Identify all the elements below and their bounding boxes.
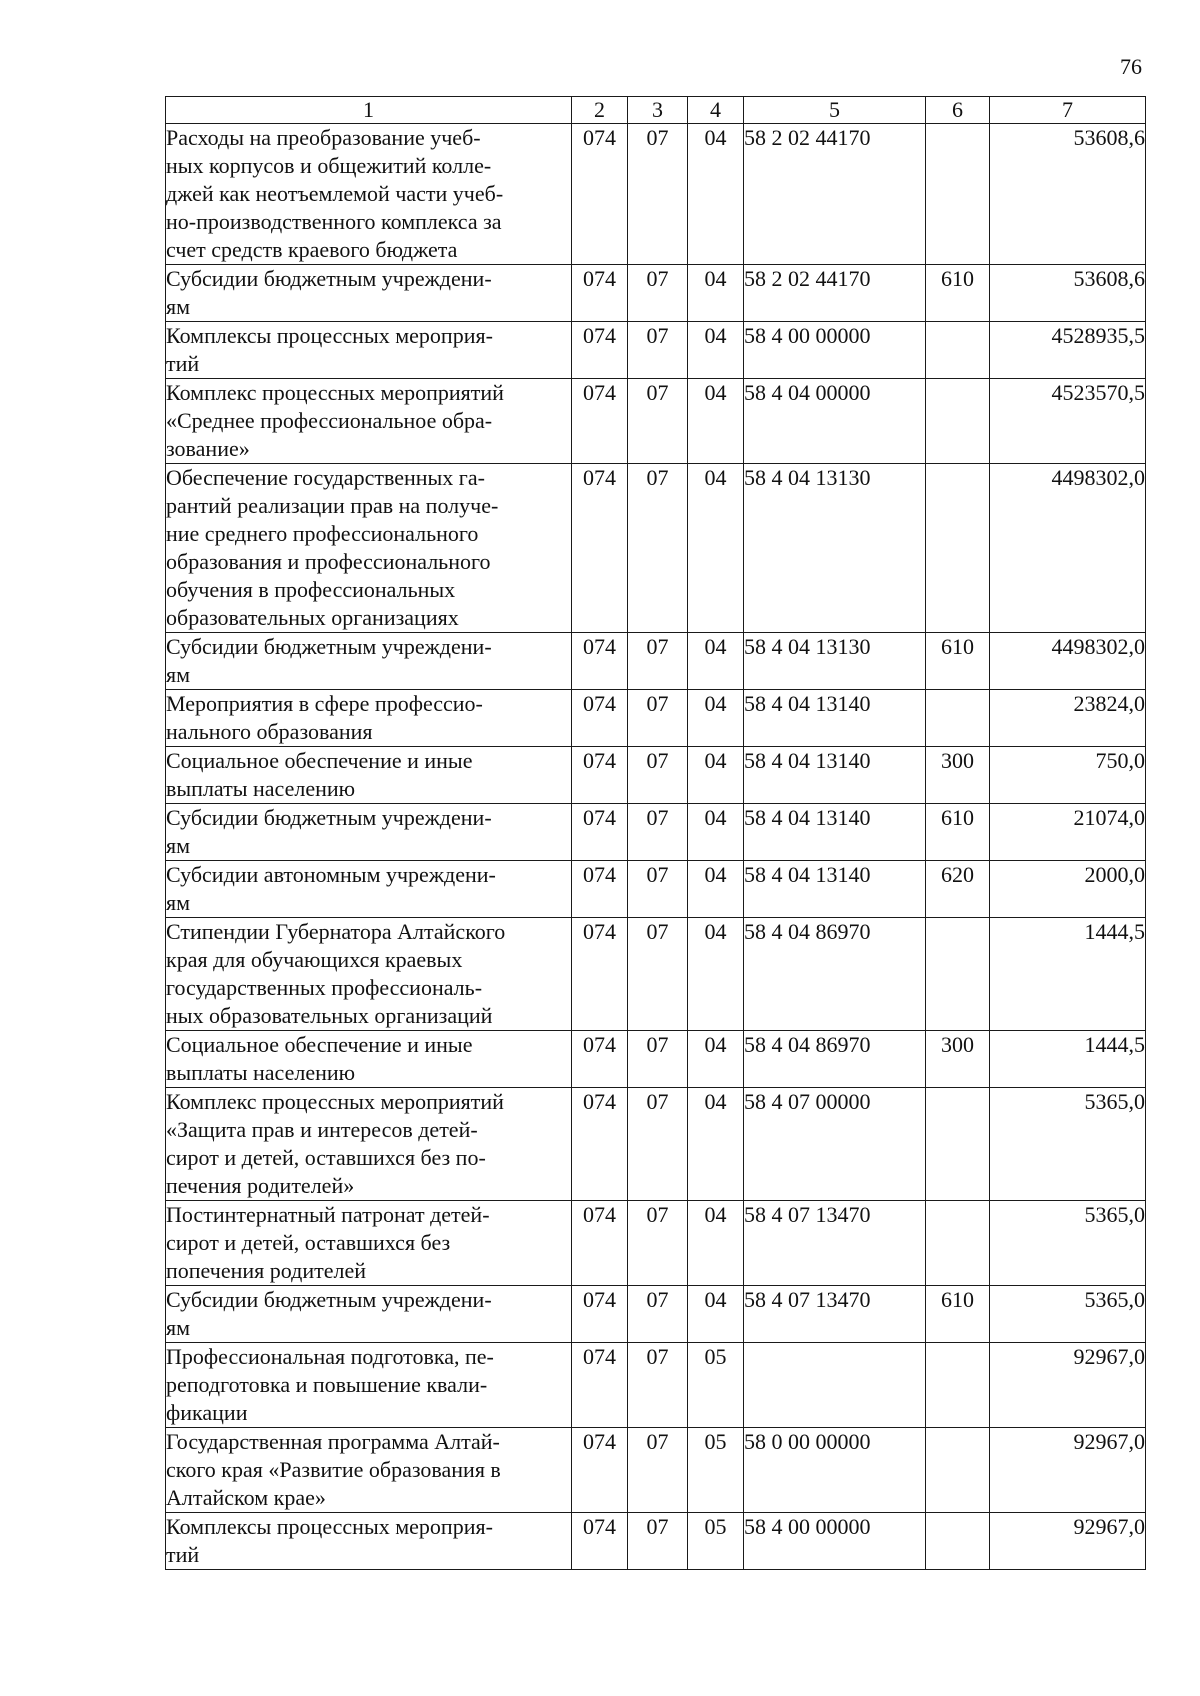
cell-expense-type: 610 xyxy=(926,633,990,690)
cell-ministry-code: 074 xyxy=(572,747,628,804)
column-header: 7 xyxy=(990,97,1146,124)
table-row xyxy=(166,1428,1146,1513)
cell-section: 07 xyxy=(628,1031,688,1088)
name-line: сирот и детей, оставшихся без по- xyxy=(166,1145,486,1170)
name-line: ям xyxy=(166,662,191,687)
name-line: Социальное обеспечение и иные xyxy=(166,748,473,773)
cell-expense-type xyxy=(926,918,990,1031)
name-line: края для обучающихся краевых xyxy=(166,947,463,972)
cell-ministry-code: 074 xyxy=(572,804,628,861)
cell-section: 07 xyxy=(628,322,688,379)
cell-section: 07 xyxy=(628,1201,688,1286)
cell-target-article: 58 4 00 00000 xyxy=(744,322,926,379)
name-line: но-производственного комплекса за xyxy=(166,209,502,234)
cell-target-article: 58 4 04 86970 xyxy=(744,1031,926,1088)
table-row xyxy=(166,1088,1146,1201)
cell-section: 07 xyxy=(628,633,688,690)
table-row xyxy=(166,747,1146,804)
cell-expense-type: 620 xyxy=(926,861,990,918)
cell-ministry-code: 074 xyxy=(572,124,628,265)
cell-target-article: 58 4 07 00000 xyxy=(744,1088,926,1201)
cell-target-article: 58 4 04 13140 xyxy=(744,804,926,861)
name-line: ных образовательных организаций xyxy=(166,1003,493,1028)
cell-ministry-code: 074 xyxy=(572,1428,628,1513)
column-header: 4 xyxy=(688,97,744,124)
name-line: Расходы на преобразование учеб- xyxy=(166,125,481,150)
table-row xyxy=(166,1201,1146,1286)
name-line: Субсидии бюджетным учреждени- xyxy=(166,805,492,830)
cell-target-article: 58 4 00 00000 xyxy=(744,1513,926,1570)
cell-ministry-code: 074 xyxy=(572,861,628,918)
name-line: ям xyxy=(166,833,191,858)
name-line: рантий реализации прав на получе- xyxy=(166,493,499,518)
cell-amount: 92967,0 xyxy=(990,1343,1146,1428)
cell-section: 07 xyxy=(628,1088,688,1201)
cell-amount: 21074,0 xyxy=(990,804,1146,861)
table-row xyxy=(166,464,1146,633)
cell-expense-type xyxy=(926,124,990,265)
cell-subsection: 04 xyxy=(688,861,744,918)
cell-amount: 92967,0 xyxy=(990,1513,1146,1570)
name-line: счет средств краевого бюджета xyxy=(166,237,458,262)
cell-section: 07 xyxy=(628,861,688,918)
name-line: Обеспечение государственных га- xyxy=(166,465,485,490)
table-row xyxy=(166,690,1146,747)
name-line: ние среднего профессионального xyxy=(166,521,479,546)
cell-subsection: 04 xyxy=(688,918,744,1031)
table-row xyxy=(166,918,1146,1031)
cell-amount: 53608,6 xyxy=(990,124,1146,265)
cell-ministry-code: 074 xyxy=(572,1031,628,1088)
cell-section: 07 xyxy=(628,1286,688,1343)
cell-subsection: 04 xyxy=(688,1031,744,1088)
name-line: зование» xyxy=(166,436,250,461)
cell-target-article: 58 2 02 44170 xyxy=(744,265,926,322)
name-line: Стипендии Губернатора Алтайского xyxy=(166,919,506,944)
cell-amount: 1444,5 xyxy=(990,1031,1146,1088)
name-line: государственных профессиональ- xyxy=(166,975,483,1000)
cell-subsection: 04 xyxy=(688,690,744,747)
cell-section: 07 xyxy=(628,804,688,861)
table-row xyxy=(166,804,1146,861)
cell-ministry-code: 074 xyxy=(572,1286,628,1343)
name-line: ных корпусов и общежитий колле- xyxy=(166,153,492,178)
cell-amount: 5365,0 xyxy=(990,1201,1146,1286)
cell-target-article: 58 4 07 13470 xyxy=(744,1286,926,1343)
cell-amount: 23824,0 xyxy=(990,690,1146,747)
cell-name xyxy=(166,690,572,747)
cell-expense-type xyxy=(926,1513,990,1570)
table-row xyxy=(166,265,1146,322)
cell-expense-type xyxy=(926,322,990,379)
name-line: Субсидии бюджетным учреждени- xyxy=(166,634,492,659)
name-line: ям xyxy=(166,294,191,319)
table-row xyxy=(166,1286,1146,1343)
cell-section: 07 xyxy=(628,1513,688,1570)
cell-amount: 4498302,0 xyxy=(990,464,1146,633)
cell-name xyxy=(166,464,572,633)
cell-section: 07 xyxy=(628,379,688,464)
cell-name xyxy=(166,379,572,464)
table-row xyxy=(166,124,1146,265)
cell-section: 07 xyxy=(628,690,688,747)
name-line: образования и профессионального xyxy=(166,549,491,574)
cell-expense-type: 300 xyxy=(926,1031,990,1088)
cell-target-article: 58 0 00 00000 xyxy=(744,1428,926,1513)
header-row xyxy=(166,97,1146,124)
cell-target-article: 58 2 02 44170 xyxy=(744,124,926,265)
cell-expense-type: 300 xyxy=(926,747,990,804)
name-line: сирот и детей, оставшихся без xyxy=(166,1230,451,1255)
name-line: Комплексы процессных мероприя- xyxy=(166,1514,493,1539)
budget-table xyxy=(165,96,1146,1570)
table-row xyxy=(166,1031,1146,1088)
cell-expense-type xyxy=(926,1201,990,1286)
cell-target-article: 58 4 04 86970 xyxy=(744,918,926,1031)
table-row xyxy=(166,633,1146,690)
cell-subsection: 04 xyxy=(688,124,744,265)
cell-section: 07 xyxy=(628,265,688,322)
column-header: 6 xyxy=(926,97,990,124)
cell-ministry-code: 074 xyxy=(572,322,628,379)
cell-subsection: 04 xyxy=(688,1286,744,1343)
column-header: 3 xyxy=(628,97,688,124)
cell-expense-type xyxy=(926,464,990,633)
name-line: нального образования xyxy=(166,719,373,744)
cell-subsection: 04 xyxy=(688,1201,744,1286)
name-line: Профессиональная подготовка, пе- xyxy=(166,1344,494,1369)
cell-amount: 5365,0 xyxy=(990,1088,1146,1201)
cell-expense-type: 610 xyxy=(926,265,990,322)
cell-name xyxy=(166,1201,572,1286)
cell-expense-type xyxy=(926,379,990,464)
cell-name xyxy=(166,747,572,804)
cell-name xyxy=(166,1088,572,1201)
cell-name xyxy=(166,918,572,1031)
cell-section: 07 xyxy=(628,1343,688,1428)
cell-ministry-code: 074 xyxy=(572,918,628,1031)
cell-target-article: 58 4 04 13130 xyxy=(744,633,926,690)
cell-target-article: 58 4 04 13140 xyxy=(744,747,926,804)
name-line: фикации xyxy=(166,1400,248,1425)
cell-target-article xyxy=(744,1343,926,1428)
cell-target-article: 58 4 04 13130 xyxy=(744,464,926,633)
cell-section: 07 xyxy=(628,464,688,633)
cell-name xyxy=(166,124,572,265)
cell-amount: 4498302,0 xyxy=(990,633,1146,690)
name-line: обучения в профессиональных xyxy=(166,577,456,602)
table-row xyxy=(166,322,1146,379)
cell-name xyxy=(166,265,572,322)
cell-subsection: 04 xyxy=(688,379,744,464)
cell-expense-type xyxy=(926,690,990,747)
cell-name xyxy=(166,322,572,379)
cell-amount: 4528935,5 xyxy=(990,322,1146,379)
name-line: Субсидии бюджетным учреждени- xyxy=(166,266,492,291)
cell-subsection: 05 xyxy=(688,1513,744,1570)
name-line: выплаты населению xyxy=(166,776,356,801)
name-line: ям xyxy=(166,890,191,915)
cell-expense-type xyxy=(926,1088,990,1201)
cell-expense-type xyxy=(926,1343,990,1428)
cell-name xyxy=(166,1513,572,1570)
cell-name xyxy=(166,1428,572,1513)
cell-ministry-code: 074 xyxy=(572,1088,628,1201)
name-line: Комплекс процессных мероприятий xyxy=(166,1089,504,1114)
cell-target-article: 58 4 04 13140 xyxy=(744,690,926,747)
name-line: Постинтернатный патронат детей- xyxy=(166,1202,490,1227)
table-row xyxy=(166,861,1146,918)
cell-section: 07 xyxy=(628,1428,688,1513)
cell-ministry-code: 074 xyxy=(572,1343,628,1428)
name-line: Социальное обеспечение и иные xyxy=(166,1032,473,1057)
cell-ministry-code: 074 xyxy=(572,633,628,690)
name-line: Субсидии бюджетным учреждени- xyxy=(166,1287,492,1312)
cell-ministry-code: 074 xyxy=(572,464,628,633)
name-line: Мероприятия в сфере профессио- xyxy=(166,691,483,716)
name-line: тий xyxy=(166,1542,200,1567)
name-line: попечения родителей xyxy=(166,1258,366,1283)
cell-subsection: 05 xyxy=(688,1428,744,1513)
table-row xyxy=(166,1513,1146,1570)
cell-section: 07 xyxy=(628,747,688,804)
cell-name xyxy=(166,633,572,690)
cell-expense-type: 610 xyxy=(926,1286,990,1343)
cell-ministry-code: 074 xyxy=(572,1201,628,1286)
name-line: тий xyxy=(166,351,200,376)
cell-ministry-code: 074 xyxy=(572,1513,628,1570)
cell-amount: 4523570,5 xyxy=(990,379,1146,464)
cell-subsection: 04 xyxy=(688,747,744,804)
cell-target-article: 58 4 04 00000 xyxy=(744,379,926,464)
name-line: Государственная программа Алтай- xyxy=(166,1429,500,1454)
cell-name xyxy=(166,861,572,918)
cell-expense-type: 610 xyxy=(926,804,990,861)
name-line: печения родителей» xyxy=(166,1173,355,1198)
cell-name xyxy=(166,1031,572,1088)
cell-subsection: 04 xyxy=(688,633,744,690)
name-line: «Среднее профессиональное обра- xyxy=(166,408,493,433)
cell-amount: 53608,6 xyxy=(990,265,1146,322)
cell-amount: 750,0 xyxy=(990,747,1146,804)
table-body xyxy=(166,97,1146,1570)
name-line: джей как неотъемлемой части учеб- xyxy=(166,181,504,206)
cell-ministry-code: 074 xyxy=(572,265,628,322)
name-line: ского края «Развитие образования в xyxy=(166,1457,501,1482)
table-row xyxy=(166,1343,1146,1428)
name-line: «Защита прав и интересов детей- xyxy=(166,1117,478,1142)
cell-target-article: 58 4 04 13140 xyxy=(744,861,926,918)
cell-expense-type xyxy=(926,1428,990,1513)
cell-subsection: 04 xyxy=(688,464,744,633)
name-line: ям xyxy=(166,1315,191,1340)
page-number: 76 xyxy=(1120,54,1142,79)
table-row xyxy=(166,379,1146,464)
column-header: 2 xyxy=(572,97,628,124)
cell-subsection: 04 xyxy=(688,1088,744,1201)
column-header: 5 xyxy=(744,97,926,124)
name-line: выплаты населению xyxy=(166,1060,356,1085)
cell-subsection: 04 xyxy=(688,804,744,861)
cell-subsection: 04 xyxy=(688,322,744,379)
column-header: 1 xyxy=(166,97,572,124)
cell-ministry-code: 074 xyxy=(572,379,628,464)
name-line: Субсидии автономным учреждени- xyxy=(166,862,496,887)
cell-subsection: 04 xyxy=(688,265,744,322)
name-line: реподготовка и повышение квали- xyxy=(166,1372,488,1397)
cell-section: 07 xyxy=(628,918,688,1031)
cell-ministry-code: 074 xyxy=(572,690,628,747)
cell-name xyxy=(166,804,572,861)
cell-amount: 5365,0 xyxy=(990,1286,1146,1343)
cell-section: 07 xyxy=(628,124,688,265)
cell-name xyxy=(166,1343,572,1428)
cell-amount: 2000,0 xyxy=(990,861,1146,918)
cell-name xyxy=(166,1286,572,1343)
cell-subsection: 05 xyxy=(688,1343,744,1428)
cell-amount: 1444,5 xyxy=(990,918,1146,1031)
name-line: Комплекс процессных мероприятий xyxy=(166,380,504,405)
name-line: Комплексы процессных мероприя- xyxy=(166,323,493,348)
cell-target-article: 58 4 07 13470 xyxy=(744,1201,926,1286)
name-line: образовательных организациях xyxy=(166,605,459,630)
name-line: Алтайском крае» xyxy=(166,1485,326,1510)
cell-amount: 92967,0 xyxy=(990,1428,1146,1513)
